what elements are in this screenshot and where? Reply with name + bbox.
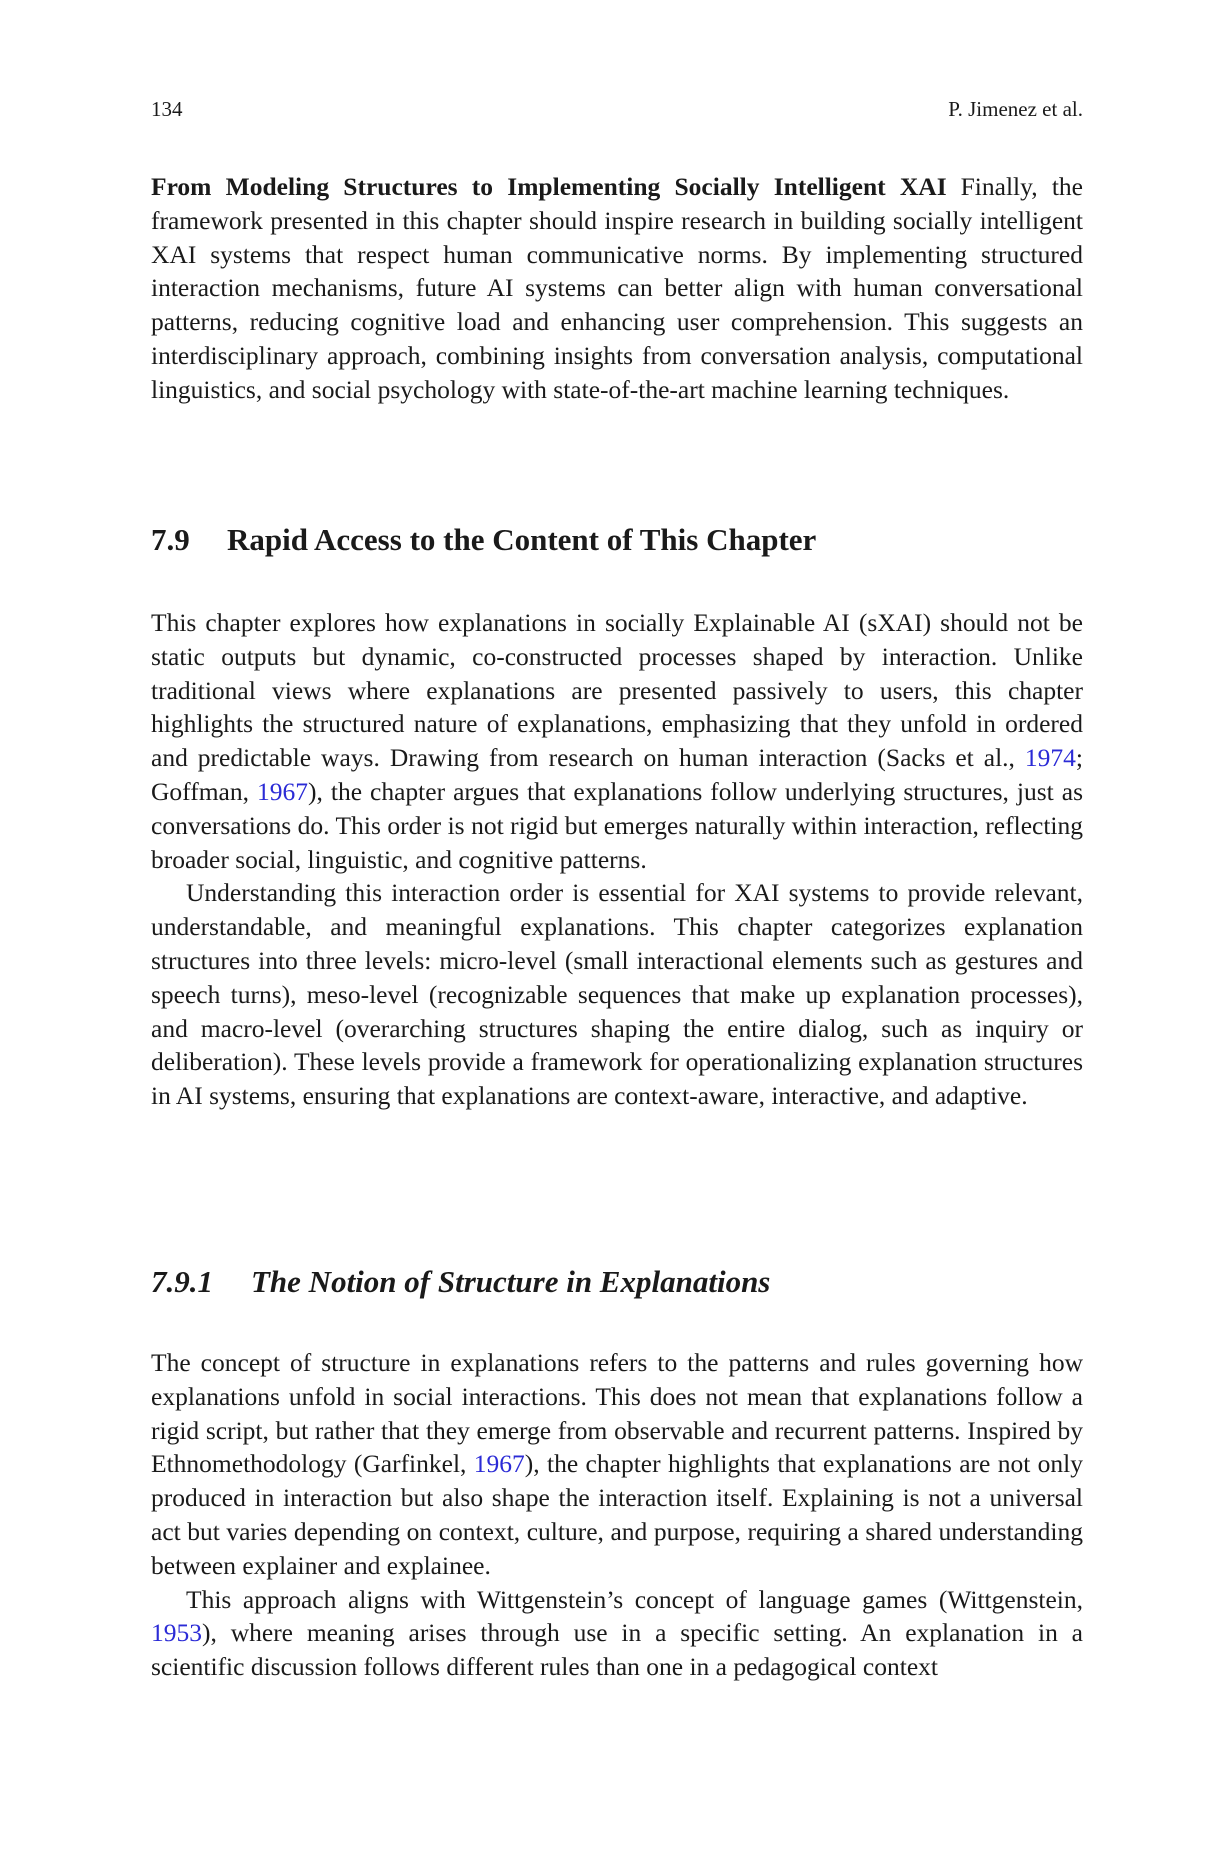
paragraph-text: ; Goffman, — [151, 743, 1083, 806]
running-head — [151, 97, 1083, 122]
page-number: 134 — [151, 97, 183, 121]
paragraph-text: ), the chapter argues that explanations follow underlying structures, just as conversations do. This order is not rigid but emerges naturally within interaction, reflecting broader social, linguistic, and cognitive patterns. — [151, 776, 1083, 874]
paragraph-text: ), the chapter highlights that explanations are not only produced in interaction but also shape the interaction itself. Explaining is not a universal act but varies depending on context, culture, and purpose, requiring a shared understanding between explainer and explainee. — [151, 1449, 1083, 1580]
section-791-body — [151, 1346, 1083, 1684]
section-heading — [151, 520, 816, 560]
subsection-title: The Notion of Structure in Explanations — [251, 1264, 771, 1299]
citation-link[interactable]: 1967 — [473, 1449, 525, 1479]
paragraph — [151, 606, 1083, 876]
paragraph — [151, 170, 1083, 407]
paragraph-text: Finally, the framework presented in this chapter should inspire research in building socially intelligent XAI systems that respect human communicative norms. By implementing structured interaction mechanisms, future AI systems can better align with human conversational patterns, reducing cognitive load and enhancing user comprehension. This suggests an interdisciplinary approach, combining insights from conversation analysis, computational linguistics, and social psychology with state-of-the-art machine learning techniques. — [151, 172, 1083, 404]
paragraph-text: ), where meaning arises through use in a specific setting. An explanation in a scientific discussion follows different rules than one in a pedagogical context — [151, 1618, 1083, 1682]
citation-link[interactable]: 1974 — [1024, 743, 1076, 773]
section-title: Rapid Access to the Content of This Chapter — [227, 522, 817, 557]
paragraph-text: This approach aligns with Wittgenstein’s concept of language games (Wittgenstein, — [186, 1584, 1083, 1614]
paragraph — [151, 1346, 1083, 1583]
citation-link[interactable]: 1953 — [151, 1618, 202, 1648]
paragraph-text: This chapter explores how explanations in socially Explainable AI (sXAI) should not be static outputs but dynamic, co-constructed processes shaped by interaction. Unlike traditional views where explanations are presented passively to users, this chapter highlights the structured nature of explanations, emphasizing that they unfold in ordered and predictable ways. Drawing from research on human interaction (Sacks et al., — [151, 608, 1083, 773]
subsection-heading — [151, 1262, 770, 1302]
paragraph — [151, 1583, 1083, 1684]
paragraph: Understanding this interaction order is essential for XAI systems to provide relevant, understandable, and meaningful explanations. This chapter categorizes explanation structures into three levels: micro-level (small interactional elements such as gestures and speech turns), meso-level (recognizable sequences that make up explanation processes), and macro-level (overarching structures shaping the entire dialog, such as inquiry or deliberation). These levels provide a framework for operationalizing explanation structures in AI systems, ensuring that explanations are context-aware, interactive, and adaptive. — [151, 878, 1083, 1111]
section-number: 7.9 — [151, 522, 190, 557]
section-a-block — [151, 170, 1083, 407]
section-79-body — [151, 606, 1083, 1113]
running-head-authors: P. Jimenez et al. — [948, 97, 1083, 121]
paragraph-lead-in: From Modeling Structures to Implementing Socially Intelligent XAI — [151, 172, 947, 201]
citation-link[interactable]: 1967 — [256, 776, 308, 806]
paragraph-text: The concept of structure in explanations refers to the patterns and rules governing how explanations unfold in social interactions. This does not mean that explanations follow a rigid script, but rather that they emerge from observable and recurrent patterns. Inspired by Ethnomethodology (Garfinkel, — [151, 1348, 1083, 1479]
subsection-number: 7.9.1 — [151, 1264, 213, 1299]
